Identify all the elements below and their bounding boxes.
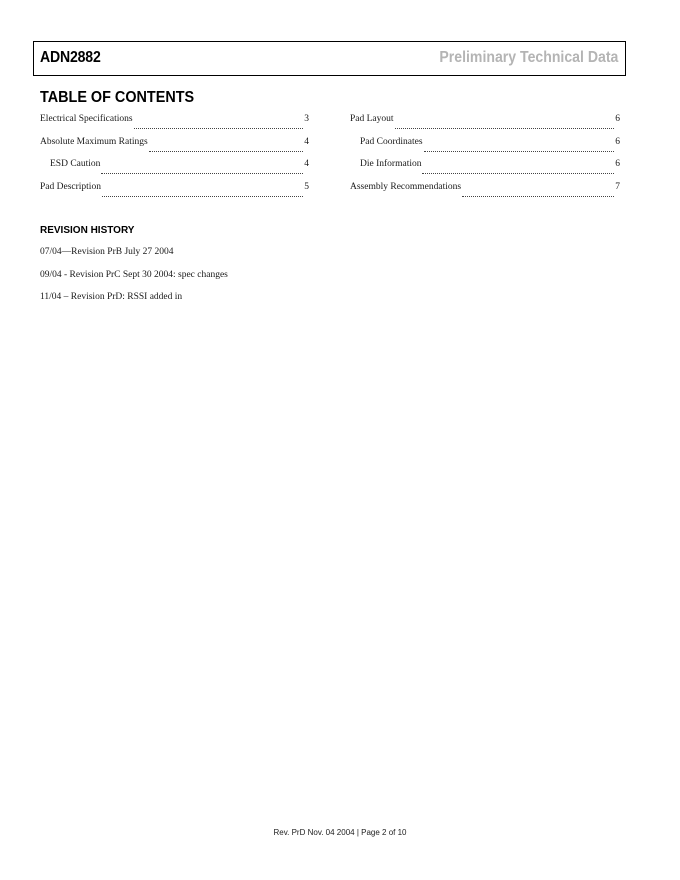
toc-entry-label: ESD Caution [50,159,101,169]
part-number: ADN2882 [40,49,101,66]
toc-entry-page: 4 [304,136,309,147]
toc-entry-page: 4 [304,159,309,169]
toc-leader-dots [422,166,614,174]
revision-item: 07/04—Revision PrB July 27 2004 [40,247,174,257]
toc-entry-pad-description[interactable] [40,182,309,205]
toc-entry-assembly-recommendations[interactable] [350,182,620,205]
toc-leader-dots [424,144,615,152]
revision-history-list [40,247,228,315]
toc-entry-label: Pad Layout [350,114,394,124]
toc-entry-label: Absolute Maximum Ratings [40,136,148,147]
toc-entry-absolute-maximum-ratings[interactable] [40,137,309,160]
toc-entry-label: Assembly Recommendations [350,181,462,192]
toc-column-right [350,114,620,204]
toc-title: TABLE OF CONTENTS [40,89,195,106]
revision-history-title: REVISION HISTORY [40,225,135,236]
toc-entry-page: 6 [615,136,620,147]
toc-entry-label: Electrical Specifications [40,114,133,124]
page-header [33,41,626,76]
toc-entry-die-information[interactable] [350,159,620,182]
toc-entry-pad-coordinates[interactable] [350,137,620,160]
toc-column-left [40,114,309,204]
toc-entry-label: Pad Coordinates [360,136,423,147]
revision-item: 09/04 - Revision PrC Sept 30 2004: spec changes [40,269,228,280]
toc-entry-page: 5 [304,181,309,192]
toc-leader-dots [101,166,303,174]
toc-entry-page: 7 [615,181,620,192]
toc-leader-dots [134,121,304,129]
toc-leader-dots [149,144,304,152]
toc-entry-esd-caution[interactable] [40,159,309,182]
toc-leader-dots [102,189,303,197]
toc-leader-dots [395,121,615,129]
revision-item: 11/04 – Revision PrD: RSSI added in [40,292,183,302]
toc-entry-electrical-specifications[interactable] [40,114,309,137]
page-footer: Rev. PrD Nov. 04 2004 | Page 2 of 10 [273,828,407,837]
toc-entry-page: 6 [615,159,620,169]
toc-entry-label: Die Information [360,159,422,169]
toc-entry-page: 3 [304,114,309,124]
toc-entry-page: 6 [615,114,620,124]
document-status: Preliminary Technical Data [439,49,618,66]
toc-entry-label: Pad Description [40,181,101,192]
toc-leader-dots [462,189,614,197]
toc-entry-pad-layout[interactable] [350,114,620,137]
